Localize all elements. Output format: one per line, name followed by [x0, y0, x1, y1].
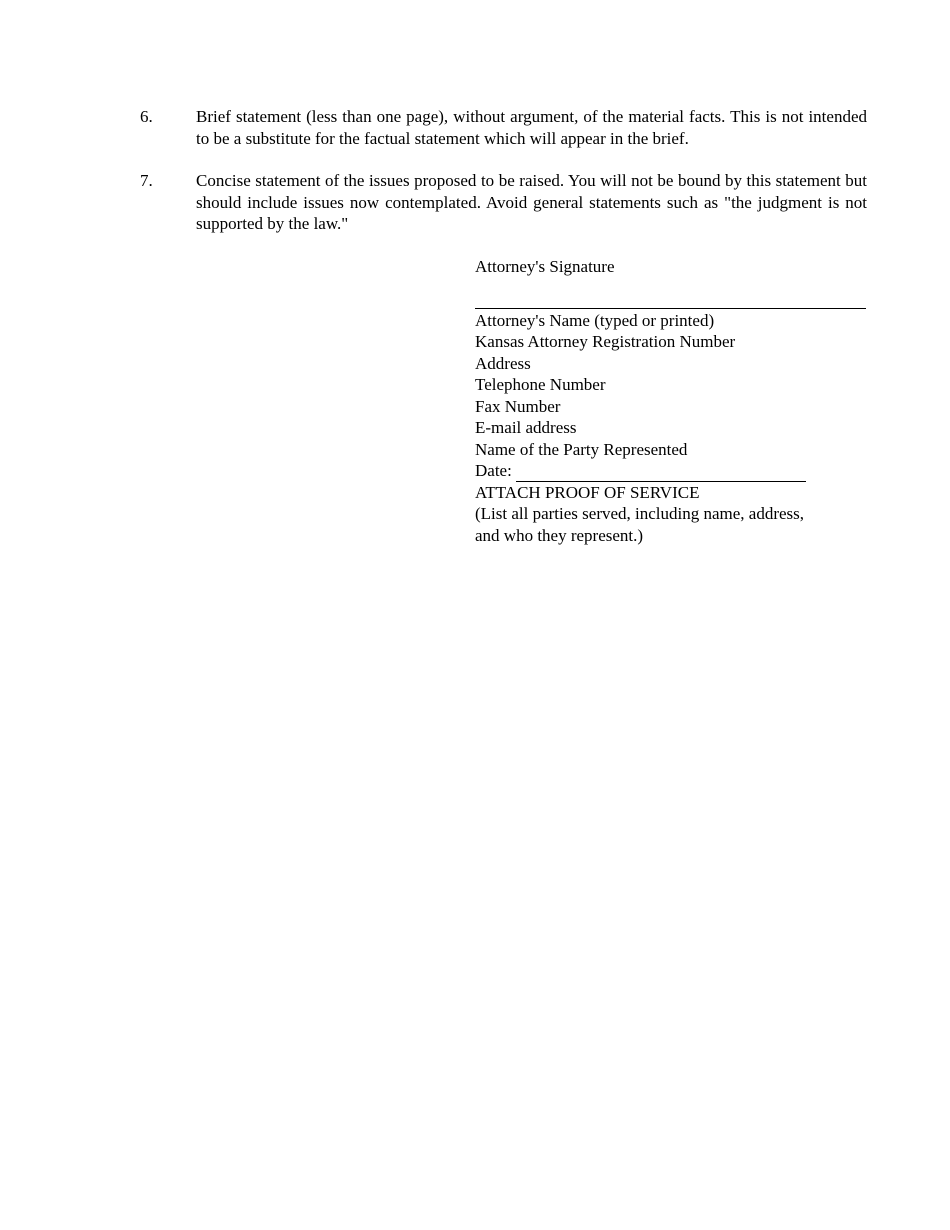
date-blank-line: [516, 465, 806, 482]
date-label: Date:: [475, 461, 512, 480]
proof-of-service-note-line-1: (List all parties served, including name, address,: [475, 504, 805, 523]
proof-of-service-note-line-2: and who they represent.): [475, 525, 644, 545]
proof-of-service-heading: ATTACH PROOF OF SERVICE: [475, 482, 700, 502]
signature-block: [475, 256, 867, 546]
item-text: Brief statement (less than one page), without argument, of the material facts. This is not intended to be a substitute for the factual statement which will appear in the brief.: [196, 107, 867, 148]
registration-number-field: Kansas Attorney Registration Number: [475, 332, 736, 351]
item-number: 6.: [140, 107, 153, 126]
item-text: Concise statement of the issues proposed to be raised. You will not be bound by this statement but should include issues now contemplated. Avoid general statements such as "the judgment is not supported by the law.": [196, 171, 867, 233]
date-row: [475, 460, 867, 482]
attorney-name-field: Attorney's Name (typed or printed): [475, 310, 715, 330]
signature-label: Attorney's Signature: [475, 257, 615, 276]
telephone-field: Telephone Number: [475, 375, 606, 394]
attorney-info-fields: [475, 310, 867, 547]
fax-field: Fax Number: [475, 396, 561, 416]
address-field: Address: [475, 353, 531, 373]
email-field: E-mail address: [475, 418, 577, 437]
party-represented-field: Name of the Party Represented: [475, 439, 688, 459]
signature-line: [475, 308, 866, 309]
item-number: 7.: [140, 171, 153, 190]
